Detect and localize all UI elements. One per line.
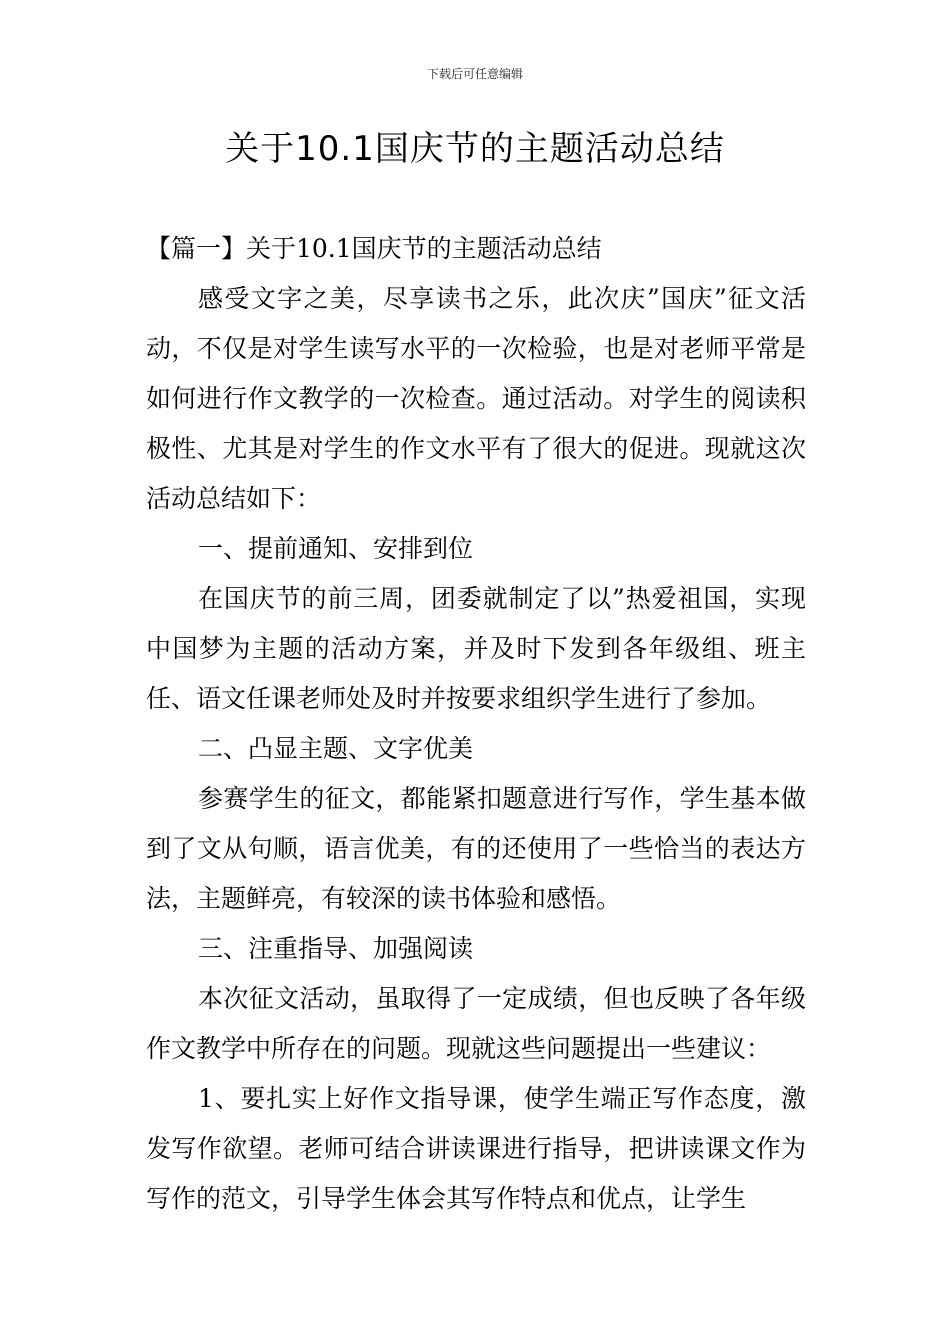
- subheading-2: 二、凸显主题、文字优美: [198, 734, 474, 763]
- paragraph-1: 在国庆节的前三周，团委就制定了以”热爱祖国，实现中国梦为主题的活动方案，并及时下发到各年级组、班主任、语文任课老师处及时并按要求组织学生进行了参加。: [146, 584, 806, 713]
- subheading-1: 一、提前通知、安排到位: [198, 534, 474, 563]
- paragraph-3: 本次征文活动，虽取得了一定成绩，但也反映了各年级作文教学中所存在的问题。现就这些问题提出一些建议：: [146, 984, 806, 1063]
- paragraph-4: 1、要扎实上好作文指导课，使学生端正写作态度，激发写作欲望。老师可结合讲读课进行指导，把讲读课文作为写作的范文，引导学生体会其写作特点和优点，让学生: [146, 1084, 806, 1213]
- header-note: 下载后可任意编辑: [426, 67, 523, 81]
- section-heading: 【篇一】关于10.1国庆节的主题活动总结: [146, 234, 602, 263]
- subheading-3: 三、注重指导、加强阅读: [198, 934, 474, 963]
- paragraph-2: 参赛学生的征文，都能紧扣题意进行写作，学生基本做到了文从句顺，语言优美，有的还使用了一些恰当的表达方法，主题鲜亮，有较深的读书体验和感悟。: [146, 784, 806, 913]
- document-title: 关于10.1国庆节的主题活动总结: [225, 129, 725, 169]
- document-body: [146, 224, 806, 1224]
- paragraph-intro: 感受文字之美，尽享读书之乐，此次庆”国庆”征文活动，不仅是对学生读写水平的一次检验，也是对老师平常是如何进行作文教学的一次检查。通过活动。对学生的阅读积极性、尤其是对学生的作文水平有了很大的促进。现就这次活动总结如下：: [146, 284, 806, 513]
